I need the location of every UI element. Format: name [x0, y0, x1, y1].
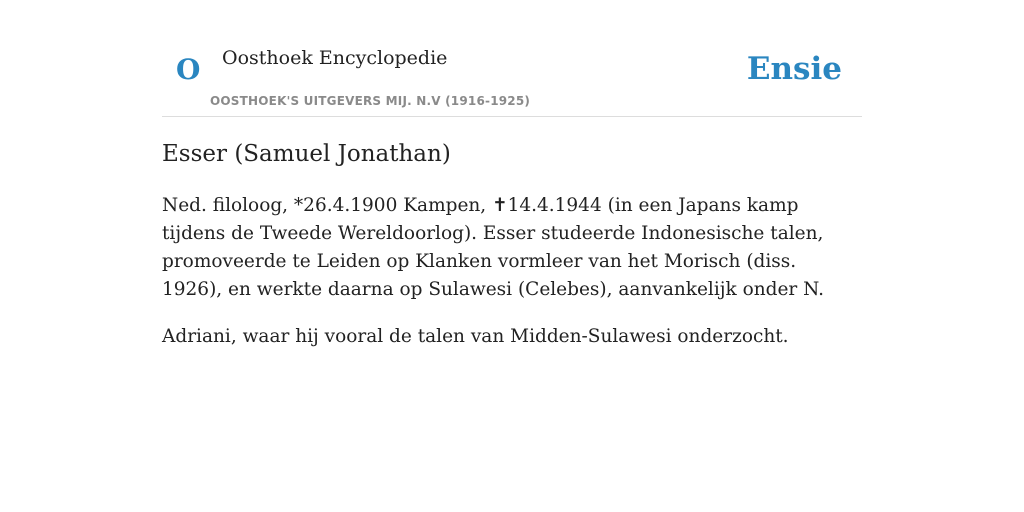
article-title: Esser (Samuel Jonathan)	[162, 141, 451, 167]
article-paragraph: Ned. filoloog, *26.4.1900 Kampen, ✝14.4.1944 (in een Japans kamp tijdens de Tweede Wereldoorlog). Esser studeerde Indonesische talen, promoveerde te Leiden op Klanken vormleer van het Morisch (diss. 1926), en werkte daarna op Sulawesi (Celebes), aanvankelijk onder N.	[162, 195, 825, 300]
site-header	[162, 0, 862, 117]
publisher-label: OOSTHOEK'S UITGEVERS MIJ. N.V (1916-1925)	[210, 94, 531, 108]
article-body	[162, 192, 852, 370]
site-logo-icon[interactable]: O	[176, 53, 201, 86]
article-paragraph: Adriani, waar hij vooral de talen van Midden-Sulawesi onderzocht.	[162, 326, 789, 347]
site-title[interactable]: Oosthoek Encyclopedie	[222, 47, 448, 69]
page-container	[162, 0, 862, 347]
brand-logo[interactable]: Ensie	[746, 51, 842, 87]
